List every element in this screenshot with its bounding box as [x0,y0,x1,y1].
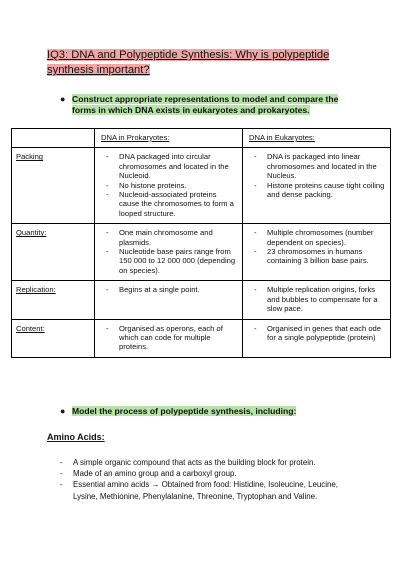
list-item: - DNA packaged into circular chromosomes and located in the Nucleoid. [99,152,238,180]
cell-prokaryotes-quantity [95,224,243,281]
table-header-row [12,129,391,148]
bullet-dot-icon: ● [60,406,66,416]
list-item: - Essential amino acids → Obtained from food: Histidine, Isoleucine, Leucine, Lysine, Methionine, Phenylalanine, Threonine, Tryptophan and Valine. [60,479,360,501]
list-item: - Nucleoid-associated proteins cause the chromosomes to form a looped structure. [99,190,238,218]
list-item: - Organised as operons, each of which can code for multiple proteins. [99,324,238,352]
row-label-packing: Packing [12,148,95,224]
row-label-replication: Replication: [12,281,95,319]
cell-eukaryotes-packing [243,148,391,224]
list-item: - Multiple chromosomes (number dependent on species). [247,228,386,247]
objective-bullet-polypeptide [60,406,360,417]
table-header-eukaryotes: DNA in Eukaryotes: [243,129,391,148]
cell-eukaryotes-quantity [243,224,391,281]
table-row-content [12,319,391,357]
table-row-quantity [12,224,391,281]
table-header-empty [12,129,95,148]
objective-text-highlight: Construct appropriate representations to model and compare the forms in which DNA exists in eukaryotes and prokaryotes. [72,94,339,115]
table-header-prokaryotes: DNA in Prokaryotes: [95,129,243,148]
table-row-packing [12,148,391,224]
list-item: - Multiple replication origins, forks and bubbles to compensate for a slow pace. [247,285,386,313]
cell-prokaryotes-packing [95,148,243,224]
amino-acids-heading: Amino Acids: [47,432,105,442]
objective-text [72,406,296,417]
cell-prokaryotes-replication [95,281,243,319]
list-item: - DNA is packaged into linear chromosomes and located in the Nucleus. [247,152,386,180]
list-item: - Organised in genes that each ode for a single polypeptide (protein) [247,324,386,343]
list-item: - Histone proteins cause tight coiling and dense packing. [247,181,386,200]
list-item: - Made of an amino group and a carboxyl group. [60,468,360,479]
list-item: - Nucleotide base pairs range from 150 000 to 12 000 000 (depending on species). [99,247,238,275]
objective-text-highlight: Model the process of polypeptide synthesis, including: [72,406,297,416]
row-label-quantity: Quantity: [12,224,95,281]
list-item: - A simple organic compound that acts as the building block for protein. [60,457,360,468]
list-item: - 23 chromosomes in humans containing 3 billion base pairs. [247,247,386,266]
list-item: - One main chromosome and plasmids. [99,228,238,247]
objective-bullet-dna-forms [60,94,360,116]
list-item: - No histone proteins. [99,181,238,190]
cell-eukaryotes-replication [243,281,391,319]
table-row-replication [12,281,391,319]
bullet-dot-icon: ● [60,94,66,104]
amino-acids-list [60,457,360,502]
cell-eukaryotes-content [243,319,391,357]
objective-text [72,94,360,116]
cell-prokaryotes-content [95,319,243,357]
page-title-text: IQ3: DNA and Polypeptide Synthesis: Why is polypeptide synthesis important? [47,49,330,76]
page-title [47,48,367,78]
list-item: - Begins at a single point. [99,285,238,294]
dna-comparison-table [11,128,391,358]
row-label-content: Content: [12,319,95,357]
